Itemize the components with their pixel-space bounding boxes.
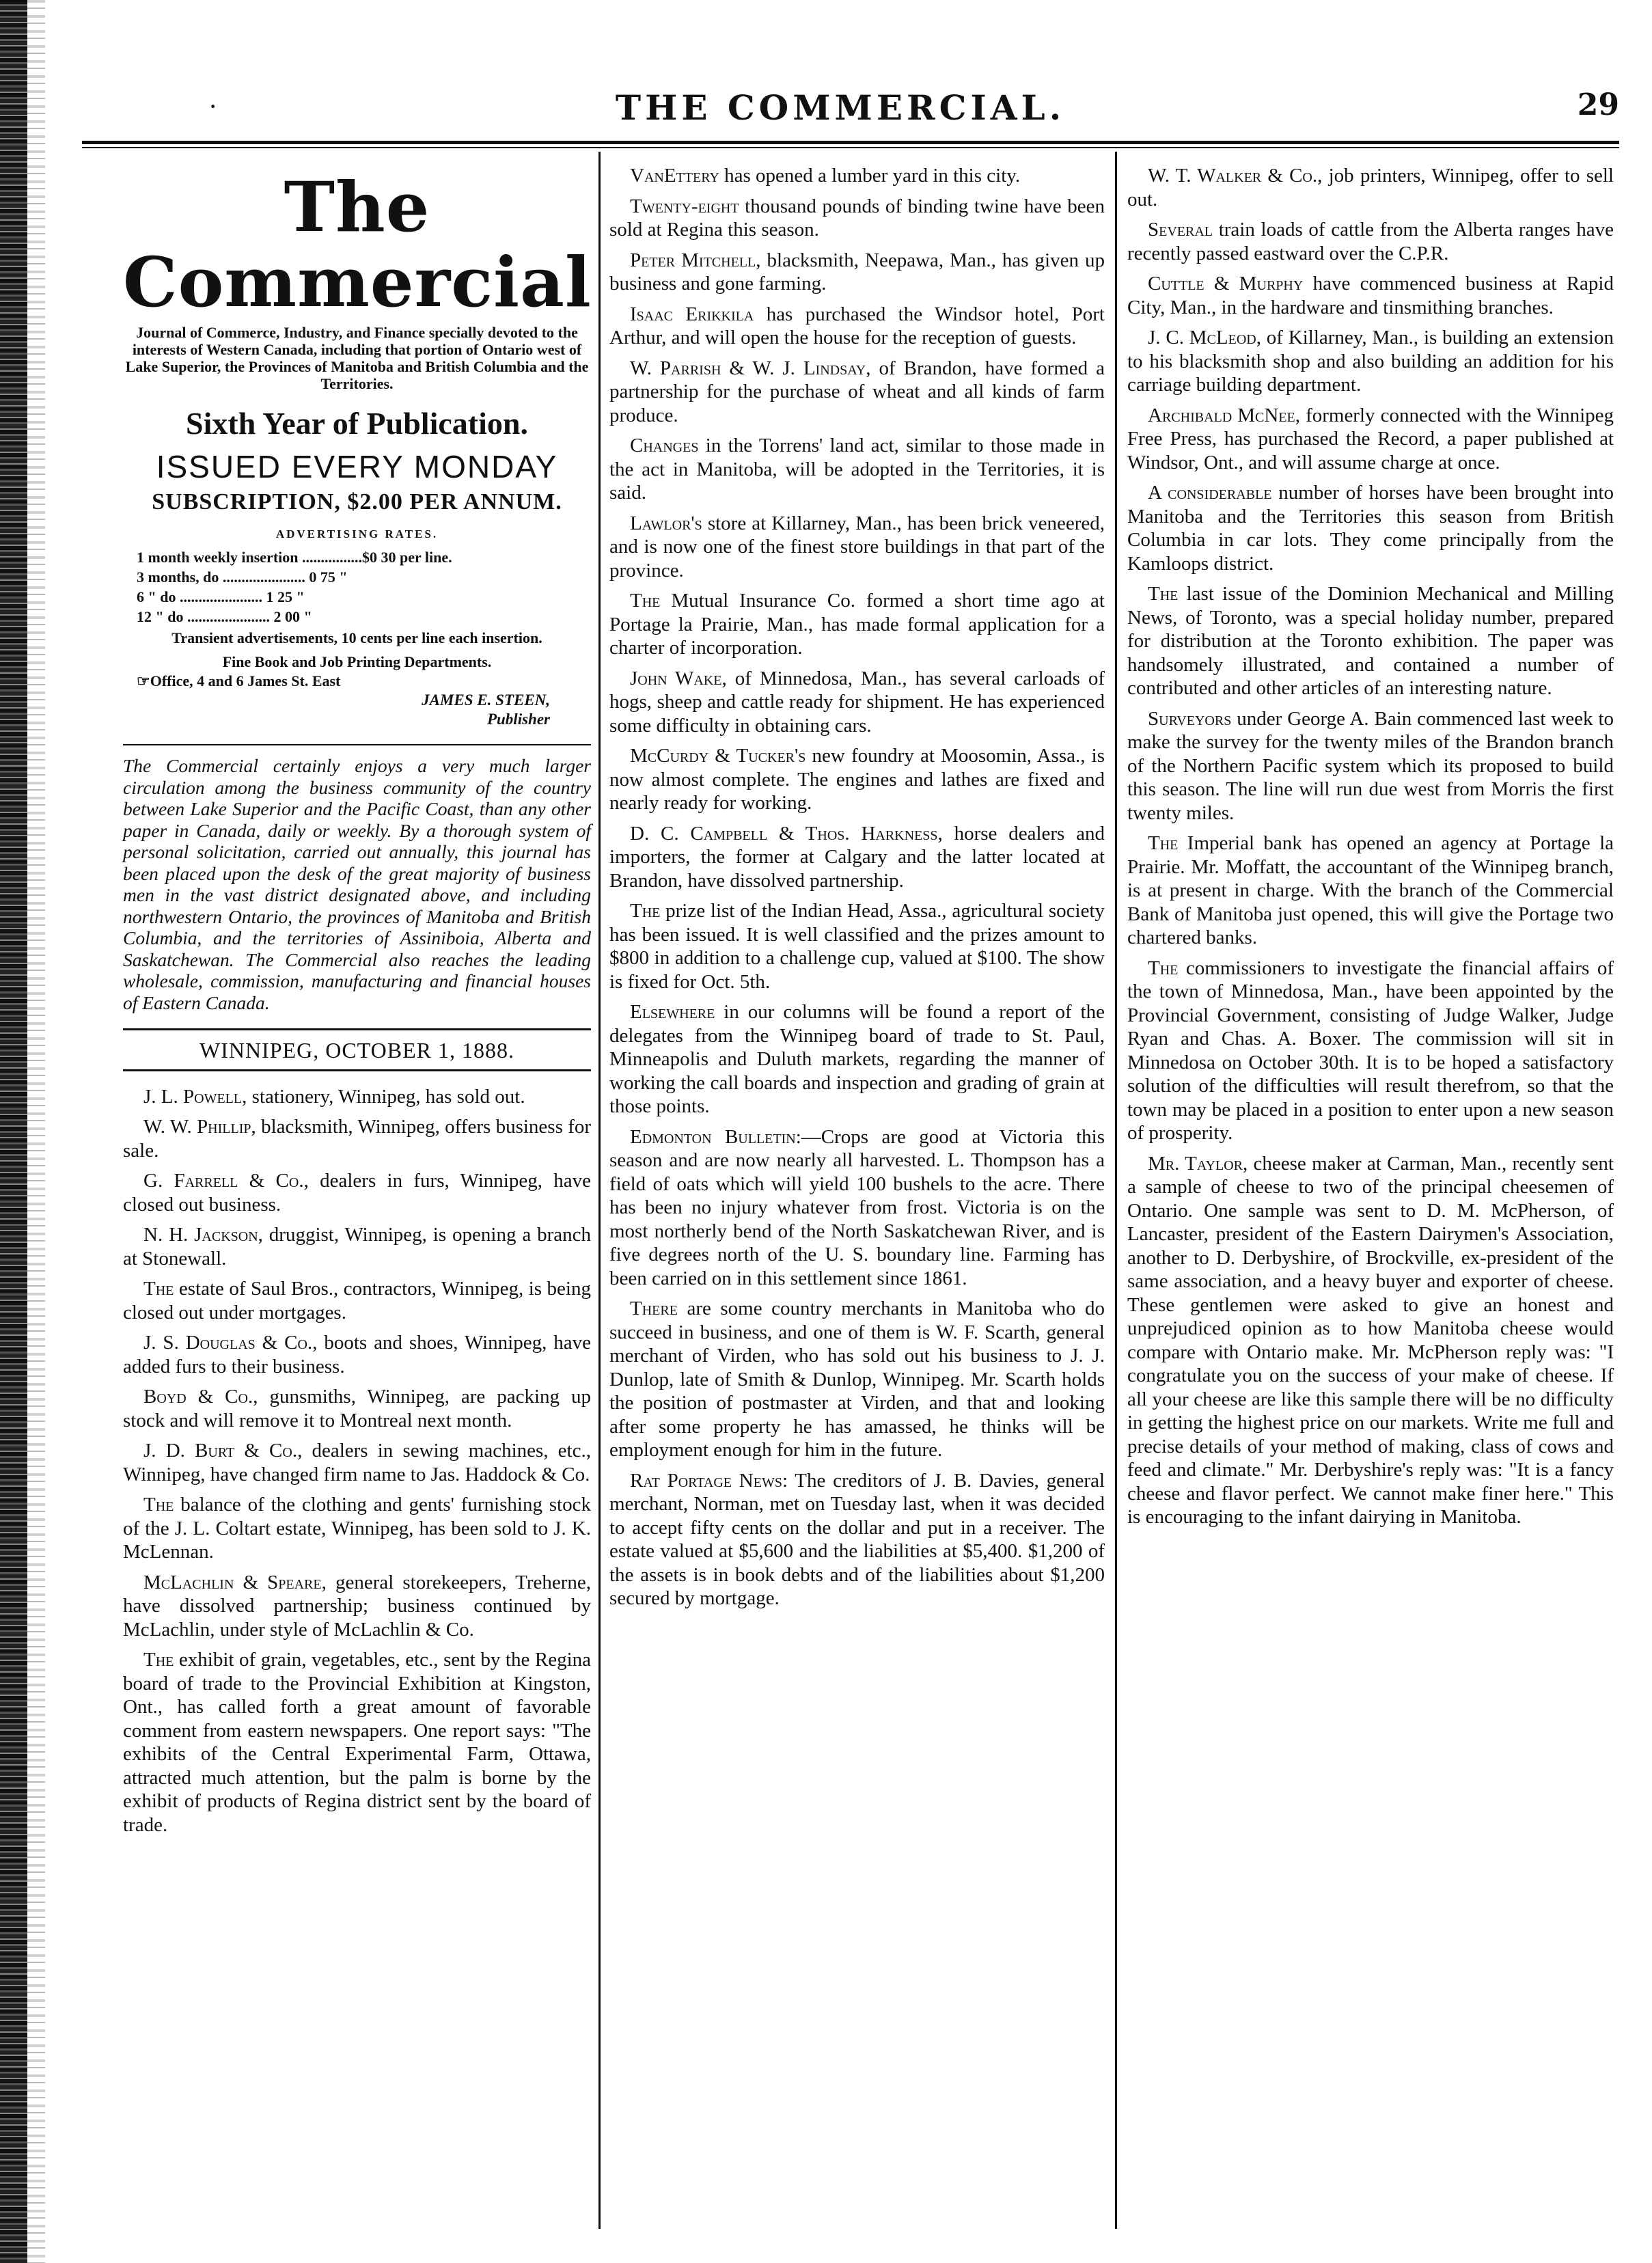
news-item [123,1169,591,1216]
news-item-lead: W. T. Walker & Co., [1148,165,1323,187]
news-item [1127,1152,1614,1529]
news-item-lead: Boyd & Co., [143,1386,258,1408]
news-item [609,164,1105,188]
news-item-text: thousand pounds of binding twine have been sold at Regina this season. [609,195,1105,241]
news-item-text: horse dealers and importers, the former at Calgary and the latter located at Brandon, have dissolved partnership. [609,822,1105,892]
news-item-lead: The [143,1494,174,1515]
publisher-name: JAMES E. STEEN, [422,691,550,709]
news-item [1127,582,1614,700]
news-item-text: of Minnedosa, Man., has several carloads of hogs, sheep and cattle ready for shipment. He has experienced some difficulty in obtaining cars. [609,667,1105,737]
news-item [123,1223,591,1270]
news-item [1127,326,1614,397]
news-item [609,744,1105,815]
news-item [609,512,1105,583]
transient-ads-note: Transient advertisements, 10 cents per line each insertion. [171,629,542,646]
running-masthead: THE COMMERCIAL. [615,87,1066,128]
news-item [123,1439,591,1486]
news-item-text: job printers, Winnipeg, offer to sell out. [1127,165,1614,210]
news-item-text: train loads of cattle from the Alberta ranges have recently passed eastward over the C.P.R. [1127,219,1614,264]
news-item-text: general storekeepers, Treherne, have dissolved partnership; business continued by McLachlin, under style of McLachlin & Co. [123,1571,591,1641]
news-item-lead: VanEttery [630,165,719,187]
news-item-lead: A considerable [1148,482,1272,504]
news-item-text: of Brandon, have formed a partnership for the purchase of wheat and all kinds of farm produce. [609,357,1105,426]
news-item-lead: Elsewhere [630,1001,715,1023]
news-item-text: The creditors of J. B. Davies, general merchant, Norman, met on Tuesday last, when it was decided to accept fifty cents on the dollar and put in a receiver. The estate valued at $5,600 and the liabilities at $5,400. $1,200 of the assets is in book debts and of the liabilities about $1,200 secured by mortgage. [609,1469,1105,1609]
news-item [123,1648,591,1837]
news-item-text: commissioners to investigate the financial affairs of the town of Minnedosa, Man., have been appointed by the Provincial Government, consisting of Judge Walker, Judge Ryan and Chas. A. Boxer. The commission will sit in Minnedosa on October 30th. It is to be hoped a satisfactory solution of the difficulties will result therefrom, so that the town may be placed in a position to enter upon a new season of prosperity. [1127,957,1614,1144]
news-item-text: blacksmith, Neepawa, Man., has given up business and gone farming. [609,249,1105,294]
news-item-text: dealers in furs, Winnipeg, have closed out business. [123,1170,591,1216]
news-item-lead: J. L. Powell, [143,1085,247,1108]
news-item [123,1493,591,1564]
news-item [609,1469,1105,1610]
nameplate [123,169,591,1013]
news-item-text: blacksmith, Winnipeg, offers business for sale. [123,1116,592,1162]
news-item-text: Mutual Insurance Co. formed a short time ago at Portage la Prairie, Man., has made formal application for a charter of incorporation. [609,590,1105,659]
news-item-text: in our columns will be found a report of the delegates from the Winnipeg board of trade to St. Paul, Minneapolis and Duluth markets, regarding the manner of working the call boards and inspection and grading of grain at those points. [609,1001,1105,1117]
job-printing-note: Fine Book and Job Printing Departments. [222,653,492,670]
news-item [123,1115,591,1162]
advertising-heading: ADVERTISING RATES. [275,527,439,540]
news-item [609,434,1105,505]
news-item-lead: The [1148,957,1179,979]
news-item-text: gunsmiths, Winnipeg, are packing up stock and will remove it to Montreal next month. [123,1386,591,1431]
dateline: WINNIPEG, OCTOBER 1, 1888. [123,1028,591,1071]
news-item-lead: W. W. Phillip, [143,1116,256,1138]
news-item-lead: McCurdy & Tucker's [630,745,806,767]
news-item-text: store at Killarney, Man., has been brick veneered, and is now one of the finest store buildings in that part of the province. [609,512,1105,581]
column-3 [1127,164,1614,1536]
rate-line: 3 months, do ...................... 0 75 " [137,568,348,586]
news-item [609,303,1105,350]
news-item [609,899,1105,993]
rate-line: 1 month weekly insertion ................$0 30 per line. [137,549,452,566]
news-item [609,822,1105,893]
news-item-text: exhibit of grain, vegetables, etc., sent by the Regina board of trade to the Provincial Exhibition at Kingston, Ont., has called forth a great amount of favorable comment from eastern newspapers. One report says: "The exhibits of the Central Experimental Farm, Ottawa, attracted much attention, but the palm is borne by the exhibit of products of Regina district sent by the board of trade. [123,1649,591,1836]
news-item [123,1277,591,1324]
news-item [123,1331,591,1378]
column-3-items [1127,164,1614,1529]
news-item-text: new foundry at Moosomin, Assa., is now almost complete. The engines and lathes are fixed and nearly ready for working. [609,745,1105,814]
news-item-lead: W. Parrish & W. J. Lindsay, [630,357,871,379]
news-item-text: cheese maker at Carman, Man., recently sent a sample of cheese to two of the principal cheesemen of Ontario. One sample was sent to D. M. McPherson, of Lancaster, president of the Eastern Dairymen's Association, another to D. Derbyshire, of Brockville, ex-president of the same association, and a heavy buyer and exporter of cheese. These gentlemen were asked to give an honest and unprejudiced opinion as to how Manitoba cheese would compare with Ontario make. Mr. McPherson reply was: "I congratulate you on the success of your make of cheese. If all your cheese are like this sample there will be no difficulty in getting the highest price on our markets. Write me full and precise details of your method of making, class of cows and feed and climate." Mr. Derbyshire's reply was: "It is a fancy cheese and flavor perfect. We cannot make finer here." This is encouraging to the infant dairying in Manitoba. [1127,1152,1614,1528]
news-item-lead: Rat Portage News: [630,1469,788,1492]
news-item-lead: Edmonton Bulletin: [630,1125,801,1148]
news-item [609,1000,1105,1119]
news-item-lead: The [143,1649,174,1671]
news-item-lead: The [630,900,661,922]
nameplate-description: Journal of Commerce, Industry, and Finance specially devoted to the interests of Western Canada, including that portion of Ontario west of Lake Superior, the Provinces of Manitoba and British Columbia and the Territories. [125,324,589,392]
news-item [609,195,1105,242]
subscription-line: SUBSCRIPTION, $2.00 PER ANNUM. [152,489,562,515]
news-item [609,589,1105,660]
news-item-lead: Archibald McNee, [1148,404,1300,426]
news-item-text: has opened a lumber yard in this city. [719,165,1021,187]
news-item [1127,218,1614,265]
rate-line: 12 " do ...................... 2 00 " [137,608,312,625]
page-number: 29 [1577,87,1619,122]
news-item-text: under George A. Bain commenced last week to make the survey for the twenty miles of the Brandon branch of the Northern Pacific system which its proposed to build this season. The line will run due west from Morris the first twenty miles. [1127,707,1614,824]
news-item-lead: D. C. Campbell & Thos. Harkness, [630,822,943,845]
news-item-text: last issue of the Dominion Mechanical and Milling News, of Toronto, was a special holiday number, prepared for distribution at the Toronto exhibition. The paper was handsomely illustrated, and contained a number of contributed and other articles of an interesting nature. [1127,583,1614,699]
news-item-lead: Isaac Erikkila [630,303,754,325]
news-item-lead: The [1148,583,1179,605]
news-item [1127,164,1614,211]
publisher-title: Publisher [486,711,550,728]
news-item-lead: The [630,590,661,612]
column-1-items [123,1085,591,1837]
news-item-text: have commenced business at Rapid City, Man., in the hardware and tinsmithing branches. [1127,273,1614,318]
news-item-lead: J. D. Burt & Co., [143,1440,303,1462]
scan-binding-edge [0,0,27,2263]
news-item-text: number of horses have been brought into Manitoba and the Territories this season from British Columbia in car lots. They come principally from the Kamloops district. [1127,482,1614,575]
news-item-lead: Changes [630,435,699,456]
news-item-text: estate of Saul Bros., contractors, Winnipeg, is being closed out under mortgages. [123,1278,591,1323]
news-item-lead: Mr. Taylor, [1148,1152,1248,1175]
news-item-text: stationery, Winnipeg, has sold out. [247,1085,525,1108]
nameplate-title: The Commercial [123,167,592,323]
news-item-lead: Twenty-eight [630,195,739,217]
news-item-lead: Several [1148,219,1213,241]
news-item [609,357,1105,428]
news-item-text: druggist, Winnipeg, is opening a branch at Stonewall. [123,1224,591,1270]
news-item-lead: N. H. Jackson, [143,1224,263,1246]
publication-year: Sixth Year of Publication. [186,406,528,441]
news-item-lead: J. S. Douglas & Co., [143,1332,318,1354]
scan-binding-shadow [27,0,45,2263]
news-item-lead: J. C. McLeod, [1148,327,1261,348]
news-item [123,1085,591,1109]
news-item-lead: There [630,1298,678,1319]
news-item-text: in the Torrens' land act, similar to those made in the act in Manitoba, will be adopted in the Territories, it is said. [609,435,1105,504]
circulation-claim: The Commercial certainly enjoys a very much larger circulation among the business community of the country between Lake Superior and the Pacific Coast, than any other paper in Canada, daily or weekly. By a thorough system of personal solicitation, carried out annually, this journal has been placed upon the desk of the great majority of business men in the vast district designated above, and including northwestern Ontario, the provinces of Manitoba and British Columbia, and the territories of Assiniboia, Alberta and Saskatchewan. The Commercial also reaches the leading wholesale, commission, manufacturing and financial houses of Eastern Canada. [123,744,591,1013]
news-item [609,1297,1105,1462]
news-item [123,1571,591,1642]
news-item-text: prize list of the Indian Head, Assa., agricultural society has been issued. It is well classified and the prizes amount to $800 in addition to a challenge cup, valued at $100. The show is fixed for Oct. 5th. [609,900,1105,993]
news-item-lead: Lawlor's [630,512,702,534]
office-address: ☞Office, 4 and 6 James St. East [137,672,341,689]
news-item [1127,404,1614,475]
news-item [1127,481,1614,575]
news-item-lead: G. Farrell & Co., [143,1170,309,1192]
news-item-lead: John Wake, [630,667,727,689]
news-item [1127,957,1614,1145]
column-divider-1 [598,152,601,2229]
column-1 [123,164,591,1843]
header-rule-thin [82,147,1619,148]
news-item-lead: Surveyors [1148,707,1232,730]
news-item [1127,272,1614,319]
column-divider-2 [1115,152,1117,2229]
news-item-text: boots and shoes, Winnipeg, have added furs to their business. [123,1332,591,1377]
news-item-text: are some country merchants in Manitoba who do succeed in business, and one of them is W. F. Scarth, general merchant of Virden, who has sold out his business to J. J. Dunlop, late of Smith & Dunlop, Winnipeg. Mr. Scarth holds the position of postmaster at Virden, and that and looking after some property he has amassed, he thinks will be employment enough for him in the future. [609,1298,1105,1461]
news-item-text: Imperial bank has opened an agency at Portage la Prairie. Mr. Moffatt, the accountant of the Winnipeg branch, is at present in charge. With the branch of the Commercial Bank of Manitoba just opened, this will give the Portage two chartered banks. [1127,832,1614,948]
news-item [123,1385,591,1432]
header-rule-thick [82,141,1619,144]
column-2 [609,164,1105,1617]
news-item-text: —Crops are good at Victoria this season and are now nearly all harvested. L. Thompson has a field of oats which will yield 100 bushels to the acre. There has been no injury whatever from frost. Victoria is on the most northerly bend of the North Saskatchewan River, and is five degrees north of the U. S. boundary line. Farming has been carried on in this settlement since 1861. [609,1125,1105,1289]
news-item-text: dealers in sewing machines, etc., Winnipeg, have changed firm name to Jas. Haddock & Co. [123,1440,591,1485]
news-item-lead: Peter Mitchell, [630,249,761,271]
news-item-text: balance of the clothing and gents' furnishing stock of the J. L. Coltart estate, Winnipeg, has been sold to J. K. McLennan. [123,1494,591,1563]
news-item-lead: The [1148,832,1179,854]
column-2-items [609,164,1105,1610]
news-item [609,1125,1105,1291]
header-ornament-dot: · [208,91,218,122]
issued-line: ISSUED EVERY MONDAY [156,449,558,484]
news-item-lead: Cuttle & Murphy [1148,273,1304,294]
news-item [1127,707,1614,825]
news-item [609,249,1105,296]
news-item-lead: The [143,1278,174,1300]
news-item [1127,832,1614,950]
rate-line: 6 " do ...................... 1 25 " [137,588,305,605]
news-item [609,667,1105,738]
news-item-lead: McLachlin & Speare, [143,1571,327,1593]
news-item-text: formerly connected with the Winnipeg Free Press, has purchased the Record, a paper published at Windsor, Ont., and will assume charge at once. [1127,404,1614,474]
news-item-text: of Killarney, Man., is building an extension to his blacksmith shop and also building an addition for his carriage building department. [1127,327,1614,396]
news-item-text: has purchased the Windsor hotel, Port Arthur, and will open the house for the reception of guests. [609,303,1105,348]
